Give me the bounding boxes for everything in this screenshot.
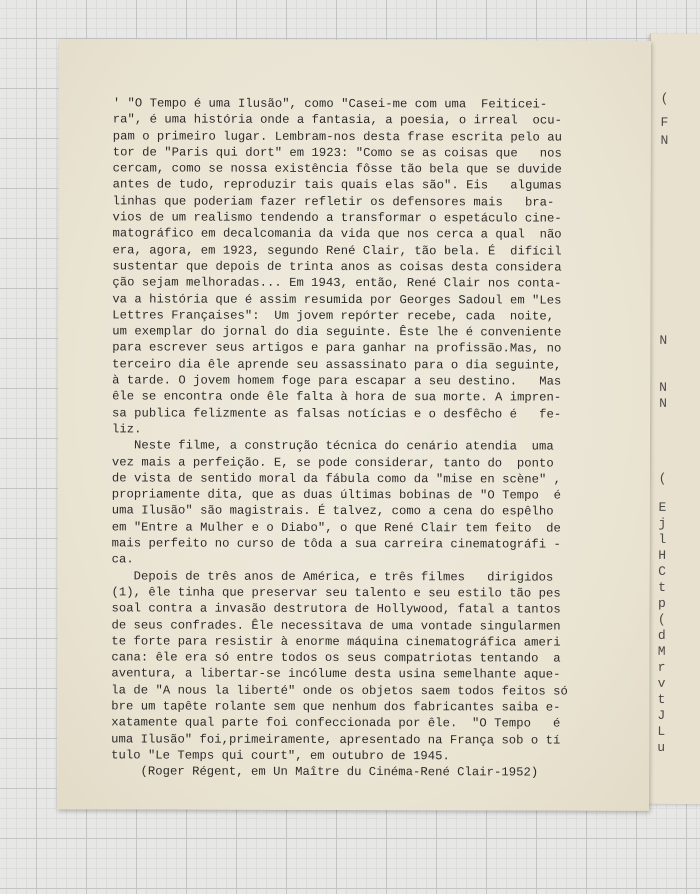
text-line: liz.: [111, 422, 142, 437]
text-line: Neste filme, a construção técnica do cenário atendia uma: [111, 438, 554, 454]
text-line: sa publica felizmente as falsas notícias e o desfêcho é fe-: [112, 406, 562, 422]
edge-char: (: [657, 611, 666, 627]
text-line: para escrever seus artigos e para ganhar na profissão.Mas, no: [112, 340, 562, 356]
text-line: tor de "Paris qui dort" em 1923: "Como se as coisas que nos: [112, 145, 562, 161]
edge-char: J: [657, 707, 666, 723]
edge-char: t: [658, 579, 666, 595]
text-line: linhas que poderiam fazer refletir os defensores mais bra-: [112, 194, 555, 210]
text-line: ra", é uma história onde a fantasia, a poesia, o irreal ocu-: [112, 112, 563, 128]
text-line: à tarde. O jovem homem foge para escapar a seu destino. Mas: [112, 373, 562, 389]
text-line: tulo "Le Temps qui court", em outubro de 1945.: [111, 748, 450, 764]
text-line: terceiro dia êle aprende seu assassinato para o dia seguinte,: [112, 357, 562, 373]
text-line: ' "O Tempo é uma Ilusão", como "Casei-me com uma Feiticei-: [112, 96, 548, 112]
edge-char: (: [658, 470, 667, 486]
text-line: mais perfeito no curso de tôda a sua carreira cinematográfi -: [111, 536, 561, 552]
attribution-line: (Roger Régent, em Un Maître du Cinéma-René Clair-1952): [111, 764, 539, 780]
edge-char: L: [657, 723, 666, 739]
edge-char: H: [658, 547, 667, 563]
edge-char: F: [660, 114, 669, 130]
text-line: pam o primeiro lugar. Lembram-nos desta frase escrita pelo au: [112, 128, 562, 145]
edge-char: N: [659, 379, 668, 395]
edge-char: N: [660, 132, 669, 148]
text-line: antes de tudo, reproduzir tais quais elas são". Eis algumas: [112, 177, 562, 194]
edge-char: N: [659, 395, 667, 411]
text-line: (1), êle tinha que preservar seu talento e seu estilo tão pes: [111, 585, 561, 601]
text-line: xatamente qual parte foi confeccionada por êle. "O Tempo é: [111, 715, 561, 731]
text-line: cercam, como se nossa existência fôsse tão bela que se duvide: [112, 161, 562, 177]
typewritten-page: [57, 39, 651, 811]
typewritten-text: [111, 95, 633, 781]
text-line: sustentar que depois de trinta anos as coisas desta considera: [112, 259, 562, 275]
text-line: um exemplar do jornal do dia seguinte. Êste lhe é conveniente: [112, 324, 562, 340]
edge-char: (: [660, 90, 669, 106]
text-line: aventura, a libertar-se incólume desta usina semelhante aque-: [111, 666, 561, 682]
edge-char: u: [657, 739, 666, 755]
text-line: matográfico em decalcomania da vida que nos cerca a qual não: [112, 226, 562, 242]
edge-char: p: [657, 595, 666, 611]
adjacent-page: [646, 34, 700, 804]
adjacent-page-edge-text: [657, 34, 700, 804]
edge-char: M: [657, 643, 666, 659]
edge-char: N: [659, 332, 668, 348]
text-line: de seus confrades. Êle necessitava de uma vontade singularmen: [111, 617, 561, 634]
text-line: de vista de sentido moral da fábula como da "mise en scène" ,: [111, 471, 562, 487]
text-line: Depois de três anos de América, e três filmes dirigidos: [111, 568, 554, 585]
text-line: êle se encontra onde êle falta à hora de sua morte. A impren-: [112, 389, 562, 405]
text-line: uma Ilusão" são magistrais. É talvez, como a cena do espêlho: [111, 503, 554, 519]
text-line: la de "A nous la liberté" onde os objetos saem todos feitos só: [111, 683, 568, 699]
text-line: em "Entre a Mulher e o Diabo", o que René Clair tem feito de: [111, 520, 561, 536]
text-line: te forte para resistir à enorme máquina cinematográfica ameri: [111, 634, 561, 650]
edge-char: r: [657, 659, 666, 675]
edge-char: t: [657, 691, 666, 707]
text-line: va a história que é assim resumida por Georges Sadoul em "Les: [112, 291, 562, 308]
edge-char: j: [658, 515, 667, 531]
text-line: propriamente dita, que as duas últimas bobinas de "O Tempo é: [111, 487, 562, 503]
text-line: vez mais a perfeição. E, se pode considerar, tanto do ponto: [111, 454, 554, 471]
text-line: vios de um realismo tendendo a transformar o espetáculo cine-: [112, 210, 562, 226]
edge-char: l: [658, 531, 667, 547]
edge-char: v: [657, 675, 666, 691]
text-line: cana: êle era só entre todos os seus compatriotas tentando a: [111, 650, 561, 666]
text-line: era, agora, em 1923, segundo René Clair, tão bela. É difícil: [112, 243, 562, 259]
text-line: bre um tapête rolante sem que nenhum dos fabricantes saiba e-: [111, 699, 561, 715]
edge-char: d: [657, 627, 666, 643]
text-line: Lettres Françaises": Um jovem repórter recebe, cada noite,: [112, 308, 555, 324]
text-line: ção sejam melhoradas... Em 1943, então, René Clair nos conta-: [112, 275, 562, 291]
edge-char: E: [658, 499, 667, 515]
text-line: soal contra a invasão destrutora de Hollywood, fatal a tantos: [111, 601, 561, 617]
text-line: ca.: [111, 552, 134, 567]
edge-char: C: [658, 563, 667, 579]
text-line: uma Ilusão" foi,primeiramente, apresentado na França sob o tí: [111, 731, 561, 748]
